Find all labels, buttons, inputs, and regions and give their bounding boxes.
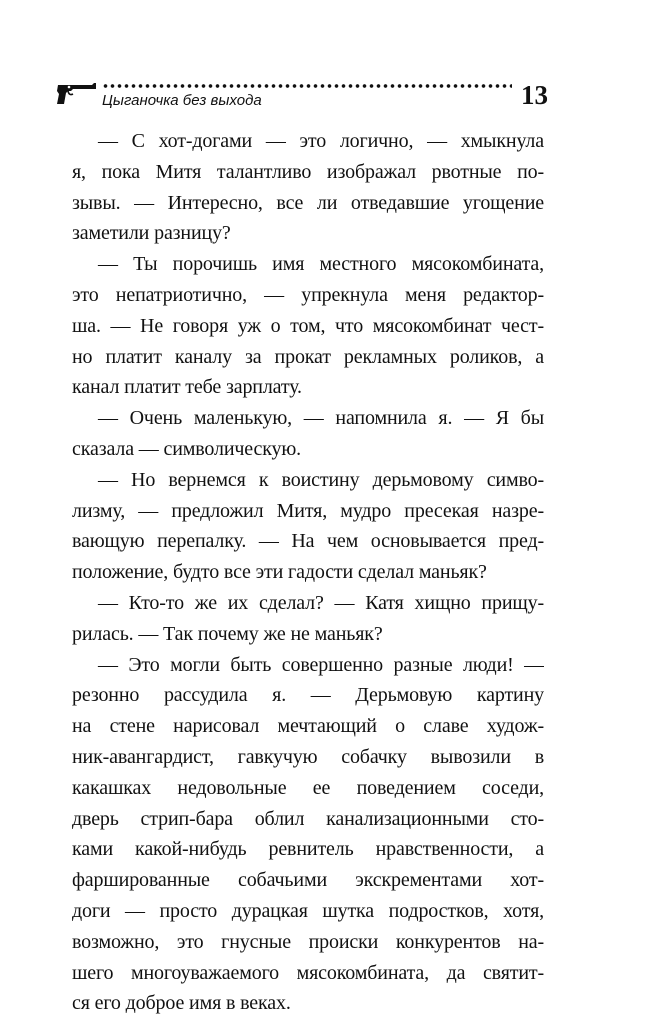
text-line: возможно, это гнусные происки конкурентов на- xyxy=(72,930,544,953)
text-line: — Это могли быть совершенно разные люди! — xyxy=(98,653,544,676)
text-line: доги — просто дурацкая шутка подростков, хотя, xyxy=(72,899,544,922)
text-line: сказала — символическую. xyxy=(72,437,302,460)
text-line: — Очень маленькую, — напомнила я. — Я бы xyxy=(98,407,544,430)
text-line: ник-авангардист, гавкучую собачку вывозили в xyxy=(72,745,544,768)
text-line: дверь стрип-бара облил канализационными сто- xyxy=(72,807,544,830)
text-line: — Кто-то же их сделал? — Катя хищно прищу- xyxy=(98,591,544,614)
text-line: шего многоуважаемого мясокомбината, да святит- xyxy=(72,961,544,984)
text-line: фаршированные собачьими экскрементами хот- xyxy=(72,869,544,892)
text-line: резонно рассудила я. — Дерьмовую картину xyxy=(72,684,544,707)
text-line: вающую перепалку. — На чем основывается пред- xyxy=(72,530,544,553)
text-line: на стене нарисовал мечтающий о славе худож- xyxy=(72,715,544,738)
text-line: ша. — Не говоря уж о том, что мясокомбинат чест- xyxy=(72,314,544,337)
text-line: какашках недовольные ее поведением соседи, xyxy=(72,776,544,799)
text-line: канал платит тебе зарплату. xyxy=(72,376,302,399)
revolver-icon xyxy=(56,82,96,106)
text-line: положение, будто все эти гадости сделал маньяк? xyxy=(72,561,487,584)
text-line: это непатриотично, — упрекнула меня редактор- xyxy=(72,283,544,306)
text-line: рилась. — Так почему же не маньяк? xyxy=(72,622,383,645)
body-text xyxy=(72,126,544,1019)
text-line: лизму, — предложил Митя, мудро пресекая назре- xyxy=(72,499,544,522)
text-line: — С хот-догами — это логично, — хмыкнула xyxy=(98,130,544,152)
text-line: зывы. — Интересно, все ли отведавшие угощение xyxy=(72,191,544,214)
text-line: ся его доброе имя в веках. xyxy=(72,992,291,1015)
text-line: ками какой-нибудь ревнитель нравственности, а xyxy=(72,838,544,861)
page-number: 13 xyxy=(521,80,548,110)
header-dotted-rule xyxy=(102,82,512,90)
text-line: заметили разницу? xyxy=(72,222,231,245)
text-line: — Ты порочишь имя местного мясокомбината, xyxy=(98,253,544,276)
text-line: я, пока Митя талантливо изображал рвотные по- xyxy=(72,160,544,183)
text-line: но платит каналу за прокат рекламных роликов, а xyxy=(72,345,544,368)
running-title: Цыганочка без выхода xyxy=(102,92,262,109)
text-line: — Но вернемся к воистину дерьмовому симво- xyxy=(98,468,544,491)
